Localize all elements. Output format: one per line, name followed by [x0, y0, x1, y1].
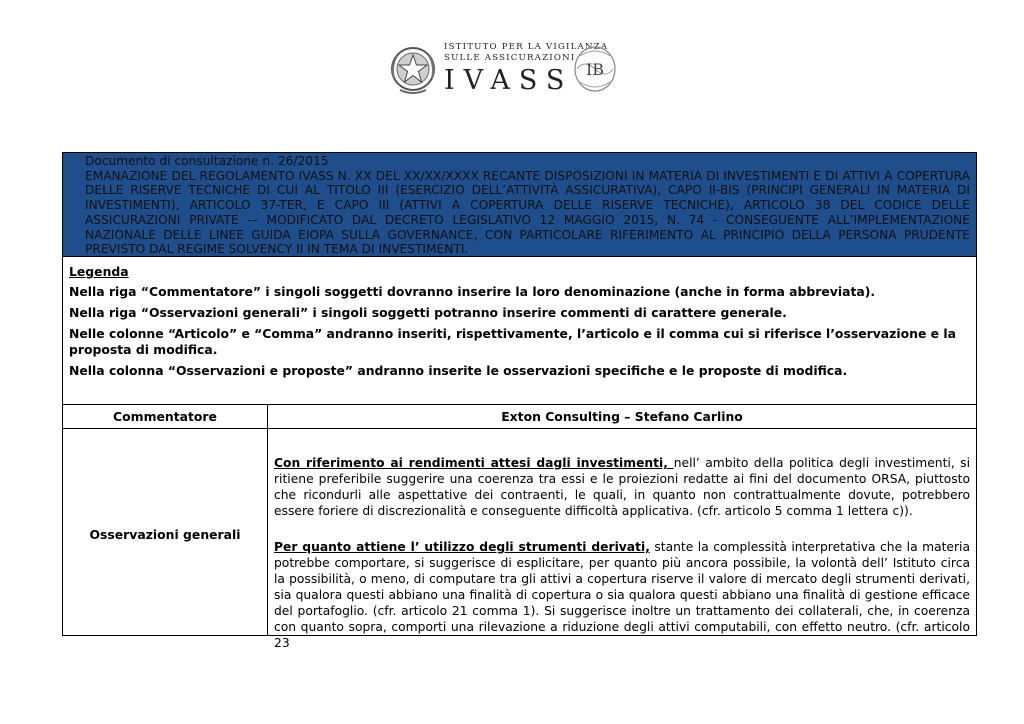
legend-line: Nella colonna “Osservazioni e proposte” andranno inserite le osservazioni specifiche e le proposte di modifica. [69, 363, 848, 378]
observation-lead: Con riferimento ai rendimenti attesi dagli investimenti, [274, 456, 674, 470]
ivass-logo [388, 40, 628, 102]
document-number: Documento di consultazione n. 26/2015 [85, 154, 329, 168]
legend-line: Nelle colonne “Articolo” e “Comma” andranno inseriti, rispettivamente, l’articolo e il comma cui si riferisce l’osservazione e la proposta di modifica. [69, 326, 956, 357]
observation-paragraph [274, 455, 970, 519]
osservazioni-label: Osservazioni generali [63, 429, 268, 635]
logo-name: IVASS [444, 65, 574, 96]
legend-line: Nella riga “Osservazioni generali” i singoli soggetti potranno inserire commenti di carattere generale. [69, 305, 787, 320]
observation-body: nell’ ambito della politica degli investimenti, si ritiene preferibile suggerire una coerenza tra essi e le proiezioni redatte ai fini del documento ORSA, piuttosto che ricondurli alle aspettative dei contraenti, le quali, in quanto non contrattualmente dovute, potrebbero essere foriere di discrezionalità e conseguente difficoltà applicativa. (cfr. articolo 5 comma 1 lettera c)). [274, 456, 970, 518]
regulation-title: EMANAZIONE DEL REGOLAMENTO IVASS N. XX DEL XX/XX/XXXX RECANTE DISPOSIZIONI IN MATERIA DI INVESTIMENTI E DI ATTIVI A COPERTURA DELLE RISERVE TECNICHE DI CUI AL TITOLO III (ESERCIZIO DELL’ATTIVITÀ ASSICURATIVA), CAPO II-BIS (PRINCIPI GENERALI IN MATERIA DI INVESTIMENTI), ARTICOLO 37-TER, E CAPO III (ATTIVI A COPERTURA DELLE RISERVE TECNICHE), ARTICOLO 38 DEL CODICE DELLE ASSICURAZIONI PRIVATE -– MODIFICATO DAL DECRETO LEGISLATIVO 12 MAGGIO 2015, N. 74 - CONSEGUENTE ALL’IMPLEMENTAZIONE NAZIONALE DELLE LINEE GUIDA EIOPA SULLA GOVERNANCE, CON PARTICOLARE RIFERIMENTO AL PRINCIPIO DELLA PERSONA PRUDENTE PREVISTO DAL REGIME SOLVENCY II IN TEMA DI INVESTIMENTI. [85, 168, 970, 257]
legend-title: Legenda [69, 264, 129, 279]
logo-line-1: ISTITUTO PER LA VIGILANZA [444, 42, 609, 52]
monogram-letters: IB [585, 60, 605, 79]
commentatore-value[interactable]: Exton Consulting – Stefano Carlino [501, 409, 743, 424]
commentatore-label: Commentatore [63, 405, 268, 428]
observation-body: stante la complessità interpretativa che la materia potrebbe comportare, si suggerisce di esplicitare, per quanto più ancora possibile, la volontà dell’ Istituto circa la possibilità, o meno, di computare tra gli attivi a copertura riserve il valore di mercato degli strumenti derivati, sia qualora questi abbiano una finalità di copertura o sia qualora questi abbiano una finalità di gestione efficace del portafoglio. (cfr. articolo 21 comma 1). Si suggerisce inoltre un trattamento dei collaterali, che, in coerenza con quanto sopra, comporti una rilevazione a riduzione degli attivi computabili, con effetto neutro. (cfr. articolo 23 [274, 540, 970, 650]
osservazioni-row [62, 429, 977, 650]
monogram-icon [572, 44, 618, 94]
title-box [62, 152, 977, 257]
legend-section [62, 257, 977, 405]
legend-line: Nella riga “Commentatore” i singoli soggetti dovranno inserire la loro denominazione (anche in forma abbreviata). [69, 284, 876, 299]
italian-republic-emblem-icon [388, 44, 438, 96]
observation-lead: Per quanto attiene l’ utilizzo degli strumenti derivati, [274, 540, 650, 554]
logo-line-2: SULLE ASSICURAZIONI [444, 53, 576, 63]
observation-paragraph [274, 539, 970, 651]
osservazioni-text[interactable] [268, 429, 976, 650]
consultation-table [62, 152, 977, 650]
commentatore-row [62, 405, 977, 429]
